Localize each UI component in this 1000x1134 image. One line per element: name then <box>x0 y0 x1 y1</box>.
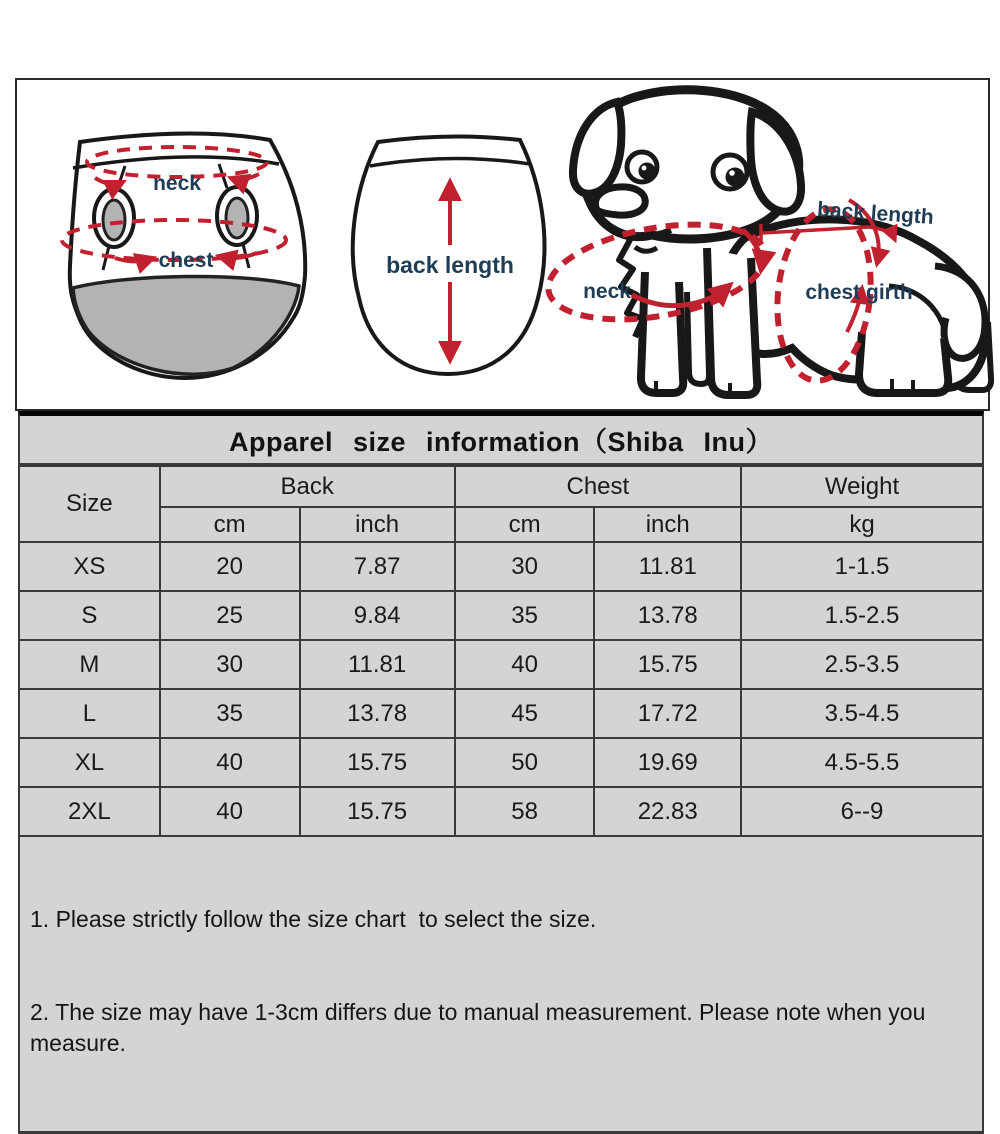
chest-cm-cell: 50 <box>455 738 595 787</box>
table-row-xl <box>19 738 983 787</box>
chest-cm-cell: 58 <box>455 787 595 836</box>
chest-cm-cell: 30 <box>455 542 595 591</box>
back-length-label: back length <box>386 252 514 278</box>
size-cell: L <box>19 689 160 738</box>
col-header-weight: Weight <box>741 466 983 507</box>
dog-right-ear <box>750 112 801 212</box>
weight-cell: 1-1.5 <box>741 542 983 591</box>
size-table-block <box>18 411 984 1134</box>
back-cm-cell: 40 <box>160 787 300 836</box>
back-inch-cell: 7.87 <box>300 542 455 591</box>
size-table <box>18 465 984 837</box>
weight-cell: 1.5-2.5 <box>741 591 983 640</box>
back-inch-cell: 15.75 <box>300 787 455 836</box>
col-header-size: Size <box>19 466 160 542</box>
dog-diagram <box>547 80 989 410</box>
dog-nose <box>595 187 645 215</box>
table-row-l <box>19 689 983 738</box>
weight-cell: 6--9 <box>741 787 983 836</box>
back-cm-cell: 30 <box>160 640 300 689</box>
back-cm-cell: 25 <box>160 591 300 640</box>
table-row-xs <box>19 542 983 591</box>
dog-neck-label: neck <box>583 280 631 303</box>
chest-inch-cell: 22.83 <box>594 787 741 836</box>
chest-inch-cell: 11.81 <box>594 542 741 591</box>
dog-left-ear <box>573 102 621 194</box>
back-cm-cell: 35 <box>160 689 300 738</box>
garment-back-diagram <box>340 130 560 392</box>
size-cell: 2XL <box>19 787 160 836</box>
belly-panel <box>73 276 299 374</box>
back-inch-cell: 11.81 <box>300 640 455 689</box>
back-cm-cell: 20 <box>160 542 300 591</box>
dog-chest-girth-label: chest girth <box>805 281 913 304</box>
size-cell: XL <box>19 738 160 787</box>
unit-back-inch: inch <box>300 507 455 542</box>
neck-label: neck <box>153 172 201 195</box>
garment-front-diagram <box>57 128 327 388</box>
dog-back-length-label: back length <box>816 197 935 230</box>
unit-chest-cm: cm <box>455 507 595 542</box>
chest-cm-cell: 45 <box>455 689 595 738</box>
header-row-units <box>19 507 983 542</box>
chest-cm-cell: 40 <box>455 640 595 689</box>
chest-inch-cell: 19.69 <box>594 738 741 787</box>
unit-chest-inch: inch <box>594 507 741 542</box>
col-header-back: Back <box>160 466 455 507</box>
back-inch-cell: 9.84 <box>300 591 455 640</box>
chest-inch-cell: 17.72 <box>594 689 741 738</box>
weight-cell: 2.5-3.5 <box>741 640 983 689</box>
back-inch-cell: 15.75 <box>300 738 455 787</box>
unit-back-cm: cm <box>160 507 300 542</box>
size-cell: S <box>19 591 160 640</box>
table-title: Apparel size information（Shiba Inu） <box>18 411 984 465</box>
size-cell: M <box>19 640 160 689</box>
chest-cm-cell: 35 <box>455 591 595 640</box>
weight-cell: 4.5-5.5 <box>741 738 983 787</box>
table-row-m <box>19 640 983 689</box>
measurement-diagrams-panel <box>15 78 990 411</box>
back-cm-cell: 40 <box>160 738 300 787</box>
table-row-2xl <box>19 787 983 836</box>
notes-box <box>18 837 984 1134</box>
note-2: 2. The size may have 1-3cm differs due to manual measurement. Please note when you measure. <box>30 999 932 1056</box>
size-cell: XS <box>19 542 160 591</box>
chest-inch-cell: 13.78 <box>594 591 741 640</box>
weight-cell: 3.5-4.5 <box>741 689 983 738</box>
header-row-groups <box>19 466 983 507</box>
table-row-s <box>19 591 983 640</box>
col-header-chest: Chest <box>455 466 741 507</box>
note-1: 1. Please strictly follow the size chart to select the size. <box>30 906 597 932</box>
back-inch-cell: 13.78 <box>300 689 455 738</box>
chest-inch-cell: 15.75 <box>594 640 741 689</box>
chest-label: chest <box>158 249 214 272</box>
unit-weight-kg: kg <box>741 507 983 542</box>
